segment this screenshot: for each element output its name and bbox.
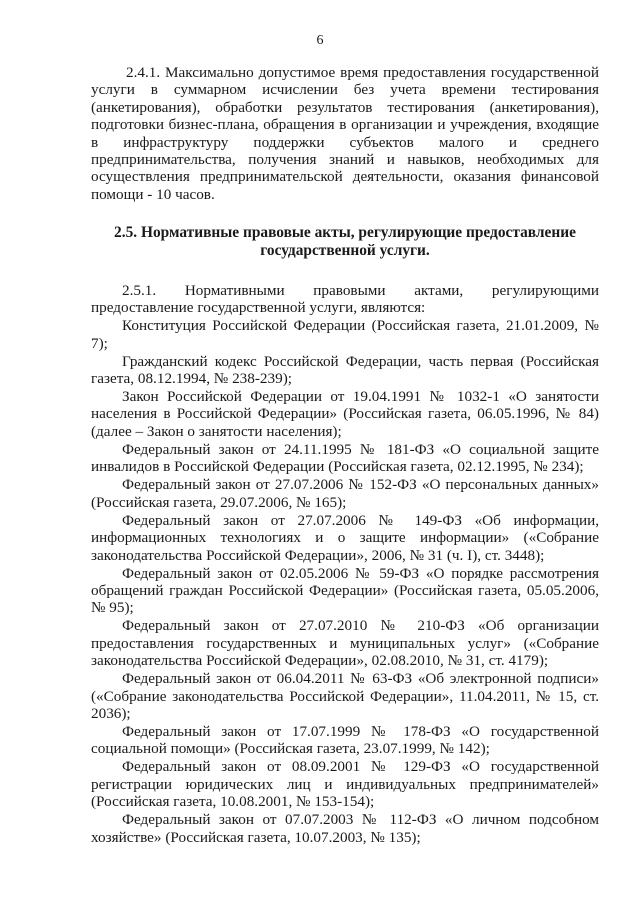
page-number: 6 — [316, 33, 324, 48]
paragraph-2-5-1: 2.5.1. Нормативными правовыми актами, регулирующими предоставление государственной услуги, являются: — [91, 281, 599, 317]
paragraph-2-4-1: 2.4.1. Максимально допустимое время предоставления государственной услуги в суммарном исчислении без учета времени тестирования (анкетирования), обработки результатов тестирования (анкетирования), подготовки бизнес-плана, обращения в организации и учреждения, входящие в инфраструктуру поддержки субъектов малого и среднего предпринимательства, получения знаний и навыков, необходимых для осуществления предпринимательской деятельности, оказания финансовой помощи - 10 часов. — [91, 64, 599, 203]
list-item: Федеральный закон от 24.11.1995 № 181-ФЗ «О социальной защите инвалидов в Российской Федерации (Российская газета, 02.12.1995, № 234); — [91, 440, 599, 476]
document-body — [91, 64, 599, 847]
list-item: Федеральный закон от 17.07.1999 № 178-ФЗ «О государственной социальной помощи» (Российская газета, 23.07.1999, № 142); — [91, 722, 599, 758]
section-heading-2-5: 2.5. Нормативные правовые акты, регулирующие предоставление государственной услуги. — [114, 224, 576, 260]
list-item: Федеральный закон от 02.05.2006 № 59-ФЗ «О порядке рассмотрения обращений граждан Российской Федерации» (Российская газета, 05.05.2006, № 95); — [91, 564, 599, 617]
legal-acts-list — [91, 317, 599, 846]
list-item: Гражданский кодекс Российской Федерации, часть первая (Российская газета, 08.12.1994, № 238-239); — [91, 352, 599, 388]
list-item: Федеральный закон от 06.04.2011 № 63-ФЗ «Об электронной подписи» («Собрание законодательства Российской Федерации», 11.04.2011, № 15, ст. 2036); — [91, 670, 599, 722]
list-item: Конституция Российской Федерации (Российская газета, 21.01.2009, № 7); — [91, 317, 599, 352]
list-item: Закон Российской Федерации от 19.04.1991 № 1032-1 «О занятости населения в Российской Федерации» (Российская газета, 06.05.1996, № 84) (далее – Закон о занятости населения); — [91, 388, 599, 440]
list-item: Федеральный закон от 27.07.2010 № 210-ФЗ «Об организации предоставления государственных и муниципальных услуг» («Собрание законодательства Российской Федерации», 02.08.2010, № 31, ст. 4179); — [91, 617, 599, 670]
list-item: Федеральный закон от 27.07.2006 № 149-ФЗ «Об информации, информационных технологиях и о защите информации» («Собрание законодательства Российской Федерации», 2006, № 31 (ч. I), ст. 3448); — [91, 511, 599, 564]
list-item: Федеральный закон от 27.07.2006 № 152-ФЗ «О персональных данных» (Российская газета, 29.07.2006, № 165); — [91, 476, 599, 511]
list-item: Федеральный закон от 07.07.2003 № 112-ФЗ «О личном подсобном хозяйстве» (Российская газета, 10.07.2003, № 135); — [91, 811, 599, 846]
list-item: Федеральный закон от 08.09.2001 № 129-ФЗ «О государственной регистрации юридических лиц и индивидуальных предпринимателей» (Российская газета, 10.08.2001, № 153-154); — [91, 758, 599, 811]
